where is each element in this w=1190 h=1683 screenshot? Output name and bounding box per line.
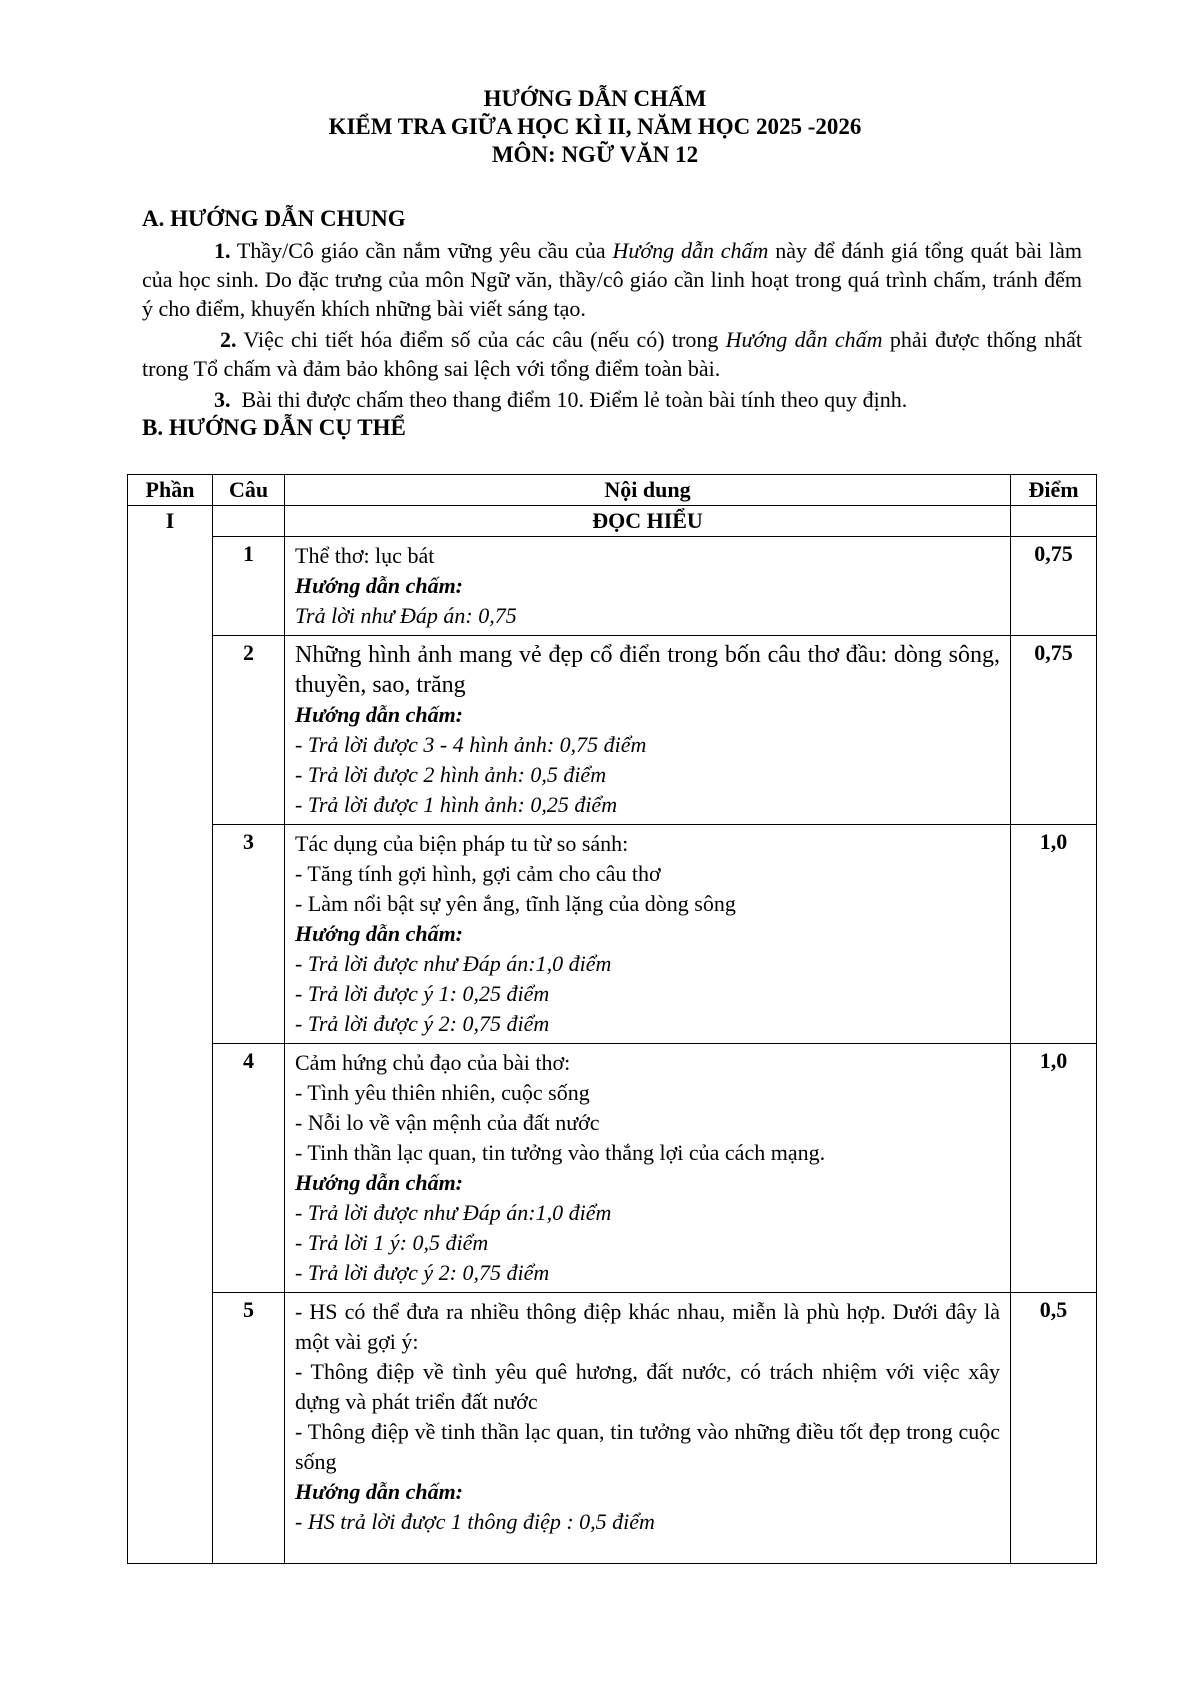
- general-guideline-2: [142, 325, 1082, 383]
- grading-guide-line: - Trả lời được như Đáp án:1,0 điểm: [295, 1200, 612, 1225]
- table-row: [128, 825, 1097, 1044]
- guideline-3-number: 3.: [214, 387, 231, 412]
- grading-guide-line: Trả lời như Đáp án: 0,75: [295, 603, 517, 628]
- guideline-2-text-a: Việc chi tiết hóa điểm số của các câu (nếu có) trong: [236, 327, 726, 352]
- grading-guide-line: - Trả lời được ý 1: 0,25 điểm: [295, 981, 550, 1006]
- section-b-heading: B. HƯỚNG DẪN CỤ THỂ: [142, 415, 406, 440]
- grading-guide-line: - Trả lời được 2 hình ảnh: 0,5 điểm: [295, 762, 607, 787]
- grading-guide-label: Hướng dẫn chấm:: [295, 1170, 464, 1195]
- general-guideline-1: [142, 236, 1082, 323]
- guideline-2-emphasis: Hướng dẫn chấm: [725, 327, 883, 352]
- table-header-row: [128, 475, 1097, 506]
- answer-content: [285, 825, 1011, 1044]
- header-part: Phần: [128, 475, 213, 506]
- header-content: Nội dung: [285, 475, 1011, 506]
- question-score: 0,75: [1011, 636, 1097, 825]
- header-score: Điểm: [1011, 475, 1097, 506]
- question-score: 0,75: [1011, 537, 1097, 636]
- answer-content: [285, 1044, 1011, 1293]
- answer-line: - Tăng tính gợi hình, gợi cảm cho câu thơ: [295, 861, 661, 886]
- doc-subtitle-exam: KIỂM TRA GIỮA HỌC KÌ II, NĂM HỌC 2025 -2026: [328, 114, 862, 139]
- table-row: [128, 636, 1097, 825]
- grading-guide-line: - Trả lời được ý 2: 0,75 điểm: [295, 1011, 550, 1036]
- question-score: 1,0: [1011, 825, 1097, 1044]
- guideline-2-text-b: phải được thống nhất trong Tổ chấm và đảm bảo không sai lệch với tổng điểm toàn bài.: [142, 327, 1082, 381]
- guideline-1-emphasis: Hướng dẫn chấm: [612, 238, 769, 263]
- grading-guide-line: - Trả lời được 1 hình ảnh: 0,25 điểm: [295, 792, 618, 817]
- question-score: 0,5: [1011, 1293, 1097, 1564]
- answer-line: - Làm nổi bật sự yên ắng, tĩnh lặng của dòng sông: [295, 891, 736, 916]
- part-title-blank: [213, 506, 285, 537]
- answer-line: - HS có thể đưa ra nhiều thông điệp khác nhau, miễn là phù hợp. Dưới đây là một vài gợi ý:: [295, 1299, 1000, 1354]
- guideline-2-number: 2.: [220, 327, 237, 352]
- table-row: [128, 537, 1097, 636]
- grading-guide-label: Hướng dẫn chấm:: [295, 921, 464, 946]
- table-row: [128, 1293, 1097, 1564]
- part-title-row: [128, 506, 1097, 537]
- guideline-3-text: Bài thi được chấm theo thang điểm 10. Điểm lẻ toàn bài tính theo quy định.: [230, 387, 908, 412]
- answer-line: - Nỗi lo về vận mệnh của đất nước: [295, 1110, 600, 1135]
- grading-guide-line: - Trả lời được như Đáp án:1,0 điểm: [295, 951, 612, 976]
- question-number: 4: [213, 1044, 285, 1293]
- question-number: 2: [213, 636, 285, 825]
- doc-subtitle-subject: MÔN: NGỮ VĂN 12: [491, 142, 699, 167]
- grading-guide-label: Hướng dẫn chấm:: [295, 1479, 464, 1504]
- answer-line: Thể thơ: lục bát: [295, 543, 435, 568]
- question-number: 5: [213, 1293, 285, 1564]
- answer-line: Những hình ảnh mang vẻ đẹp cổ điển trong bốn câu thơ đầu: dòng sông, thuyền, sao, trăng: [295, 642, 1000, 698]
- part-label: I: [128, 506, 213, 1564]
- header-question: Câu: [213, 475, 285, 506]
- guideline-1-text-a: Thầy/Cô giáo cần nắm vững yêu cầu của: [230, 238, 613, 263]
- section-a-heading: A. HƯỚNG DẪN CHUNG: [142, 206, 406, 231]
- guideline-1-text-b: này để đánh giá tổng quát bài làm của học sinh. Do đặc trưng của môn Ngữ văn, thầy/cô giáo cần linh hoạt trong quá trình chấm, tránh đếm ý cho điểm, khuyến khích những bài viết sáng tạo.: [142, 238, 1083, 321]
- answer-line: Cảm hứng chủ đạo của bài thơ:: [295, 1050, 571, 1075]
- answer-content: [285, 1293, 1011, 1564]
- grading-guide-line: - Trả lời 1 ý: 0,5 điểm: [295, 1230, 489, 1255]
- answer-content: [285, 537, 1011, 636]
- answer-line: Tác dụng của biện pháp tu từ so sánh:: [295, 831, 629, 856]
- grading-guide-line: - Trả lời được 3 - 4 hình ảnh: 0,75 điểm: [295, 732, 647, 757]
- grading-guide-label: Hướng dẫn chấm:: [295, 573, 464, 598]
- general-guideline-3: [142, 385, 1082, 414]
- answer-line: - Thông điệp về tinh thần lạc quan, tin tưởng vào những điều tốt đẹp trong cuộc sống: [295, 1419, 1000, 1474]
- table-row: [128, 1044, 1097, 1293]
- grading-guide-line: - HS trả lời được 1 thông điệp : 0,5 điểm: [295, 1509, 655, 1534]
- grading-guide-line: - Trả lời được ý 2: 0,75 điểm: [295, 1260, 550, 1285]
- answer-content: [285, 636, 1011, 825]
- part-score-blank: [1011, 506, 1097, 537]
- question-number: 1: [213, 537, 285, 636]
- question-score: 1,0: [1011, 1044, 1097, 1293]
- question-number: 3: [213, 825, 285, 1044]
- answer-line: - Tình yêu thiên nhiên, cuộc sống: [295, 1080, 590, 1105]
- guideline-1-number: 1.: [214, 238, 231, 263]
- grading-table: [127, 474, 1097, 1564]
- part-title: ĐỌC HIỂU: [285, 506, 1011, 537]
- answer-line: - Thông điệp về tình yêu quê hương, đất nước, có trách nhiệm với việc xây dựng và phát triển đất nước: [295, 1359, 1000, 1414]
- doc-title: HƯỚNG DẪN CHẤM: [483, 86, 707, 111]
- answer-line: - Tinh thần lạc quan, tin tưởng vào thắng lợi của cách mạng.: [295, 1140, 826, 1165]
- grading-guide-label: Hướng dẫn chấm:: [295, 702, 464, 727]
